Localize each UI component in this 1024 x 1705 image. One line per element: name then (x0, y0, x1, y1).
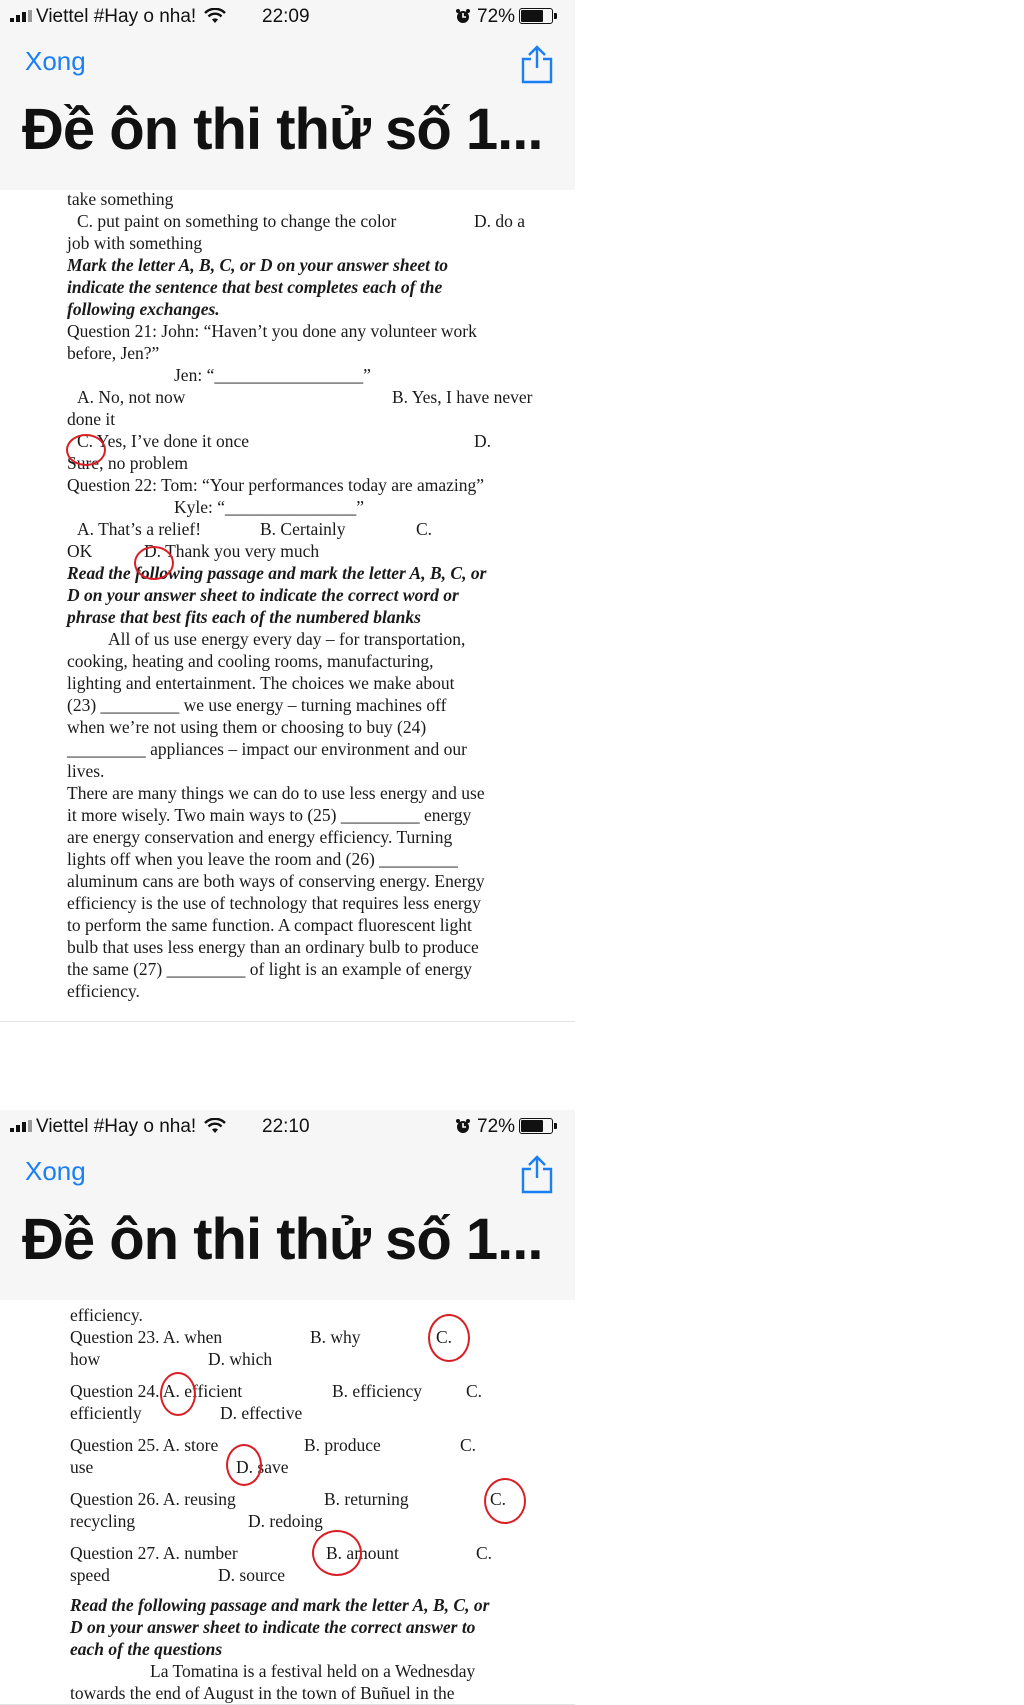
doc-line: Question 21: John: “Haven’t you done any volunteer work (67, 321, 477, 341)
doc-line: phrase that best fits each of the numbered blanks (67, 607, 421, 627)
status-time: 22:09 (262, 6, 310, 27)
done-button[interactable]: Xong (25, 1156, 86, 1186)
doc-line: how (70, 1349, 101, 1369)
answer-circle (312, 1530, 362, 1576)
doc-line: B. Yes, I have never (392, 387, 533, 407)
doc-line: D. effective (220, 1403, 303, 1423)
screenshot-1 (0, 0, 580, 1022)
doc-line: C. (476, 1543, 493, 1563)
doc-line: each of the questions (70, 1639, 223, 1659)
doc-line: B. efficiency (332, 1381, 423, 1401)
nav-bar (0, 1146, 575, 1301)
doc-line: D. Thank you very much (144, 541, 320, 561)
doc-line: C. Yes, I’ve done it once (77, 431, 250, 451)
document-view[interactable] (0, 190, 575, 1022)
doc-line: bulb that uses less energy than an ordinary bulb to produce (67, 937, 479, 957)
screenshot-2 (0, 1110, 580, 1705)
doc-line: take something (67, 190, 174, 209)
doc-line: Question 24. A. efficient (70, 1381, 243, 1401)
answer-circle (428, 1314, 470, 1362)
share-icon[interactable] (520, 1154, 554, 1194)
doc-line: C. (416, 519, 433, 539)
doc-line: it more wisely. Two main ways to (25) _________ energy (67, 805, 472, 825)
doc-line: La Tomatina is a festival held on a Wednesday (150, 1661, 476, 1681)
doc-line: Question 22: Tom: “Your performances today are amazing” (67, 475, 485, 495)
status-bar (0, 0, 575, 36)
answer-circle (484, 1478, 526, 1524)
doc-line: cooking, heating and cooling rooms, manufacturing, (67, 651, 434, 671)
document-view[interactable] (0, 1300, 575, 1705)
doc-line: Mark the letter A, B, C, or D on your answer sheet to (67, 255, 448, 275)
doc-line: C. (460, 1435, 477, 1455)
doc-line: Read the following passage and mark the letter A, B, C, or (67, 563, 487, 583)
doc-line: are energy conservation and energy efficiency. Turning (67, 827, 453, 847)
answer-circle (226, 1444, 262, 1486)
answer-circle (66, 434, 106, 466)
battery-percent: 72% (477, 6, 516, 27)
doc-line: speed (70, 1565, 110, 1585)
doc-line: the same (27) _________ of light is an example of energy (67, 959, 472, 979)
doc-line: B. Certainly (260, 519, 346, 539)
doc-line: D. redoing (248, 1511, 323, 1531)
doc-line: to perform the same function. A compact fluorescent light (67, 915, 472, 935)
doc-line: C. (466, 1381, 483, 1401)
wifi-icon (204, 8, 226, 24)
alarm-icon (455, 8, 471, 24)
battery-icon (519, 8, 553, 24)
doc-line: job with something (67, 233, 203, 253)
share-icon[interactable] (520, 44, 554, 84)
signal-icon (10, 10, 32, 22)
doc-line: efficiently (70, 1403, 142, 1423)
doc-line: All of us use energy every day – for transportation, (108, 629, 466, 649)
doc-line: towards the end of August in the town of Buñuel in the (70, 1683, 455, 1703)
status-time: 22:10 (262, 1116, 310, 1137)
page-title: Đề ôn thi thử số 1... (22, 1207, 543, 1272)
doc-line: D on your answer sheet to indicate the correct word or (67, 585, 459, 605)
doc-line: D. save (236, 1457, 289, 1477)
doc-line: Question 23. A. when (70, 1327, 223, 1347)
signal-icon (10, 1120, 32, 1132)
doc-line: when we’re not using them or choosing to buy (24) (67, 717, 427, 737)
doc-line: lights off when you leave the room and (26) _________ (67, 849, 458, 869)
doc-line: D. which (208, 1349, 273, 1369)
doc-line: recycling (70, 1511, 136, 1531)
doc-line: Question 27. A. number (70, 1543, 238, 1563)
carrier-name: Viettel #Hay o nha! (36, 1116, 197, 1137)
doc-line: before, Jen?” (67, 343, 160, 363)
doc-line: C. (436, 1327, 453, 1347)
doc-line: D on your answer sheet to indicate the correct answer to (70, 1617, 476, 1637)
doc-line: efficiency. (67, 981, 140, 1001)
answer-circle (134, 546, 174, 580)
doc-line: aluminum cans are both ways of conserving energy. Energy (67, 871, 485, 891)
battery-percent: 72% (477, 1116, 516, 1137)
doc-line: (23) _________ we use energy – turning machines off (67, 695, 447, 715)
status-bar (0, 1110, 575, 1146)
doc-line: OK (67, 541, 93, 561)
doc-line: Kyle: “_______________” (174, 497, 365, 517)
doc-line: Jen: “_________________” (174, 365, 371, 385)
doc-line: C. (490, 1489, 507, 1509)
doc-line: Question 26. A. reusing (70, 1489, 236, 1509)
nav-bar (0, 36, 575, 191)
doc-line: following exchanges. (67, 299, 220, 319)
doc-line: use (70, 1457, 94, 1477)
doc-line: D. do a (474, 211, 526, 231)
doc-line: D. (474, 431, 492, 451)
doc-line: indicate the sentence that best completes each of the (67, 277, 443, 297)
doc-line: There are many things we can do to use less energy and use (67, 783, 485, 803)
doc-line: A. That’s a relief! (77, 519, 202, 539)
doc-line: lighting and entertainment. The choices we make about (67, 673, 455, 693)
done-button[interactable]: Xong (25, 46, 86, 76)
doc-line: A. No, not now (77, 387, 186, 407)
doc-line: Sure, no problem (67, 453, 189, 473)
wifi-icon (204, 1118, 226, 1134)
doc-line: B. returning (324, 1489, 409, 1509)
doc-line: _________ appliances – impact our environment and our (67, 739, 467, 759)
doc-line: efficiency. (70, 1305, 143, 1325)
doc-line: efficiency is the use of technology that requires less energy (67, 893, 481, 913)
carrier-name: Viettel #Hay o nha! (36, 6, 197, 27)
doc-line: Question 25. A. store (70, 1435, 219, 1455)
alarm-icon (455, 1118, 471, 1134)
battery-icon (519, 1118, 553, 1134)
doc-line: B. why (310, 1327, 361, 1347)
doc-line: D. source (218, 1565, 286, 1585)
doc-line: lives. (67, 761, 105, 781)
page-title: Đề ôn thi thử số 1... (22, 97, 543, 162)
answer-circle (160, 1372, 196, 1416)
doc-line: C. put paint on something to change the color (77, 211, 397, 231)
doc-line: Read the following passage and mark the letter A, B, C, or (70, 1595, 490, 1615)
doc-line: B. produce (304, 1435, 381, 1455)
doc-line: done it (67, 409, 116, 429)
doc-line: B. amount (326, 1543, 399, 1563)
